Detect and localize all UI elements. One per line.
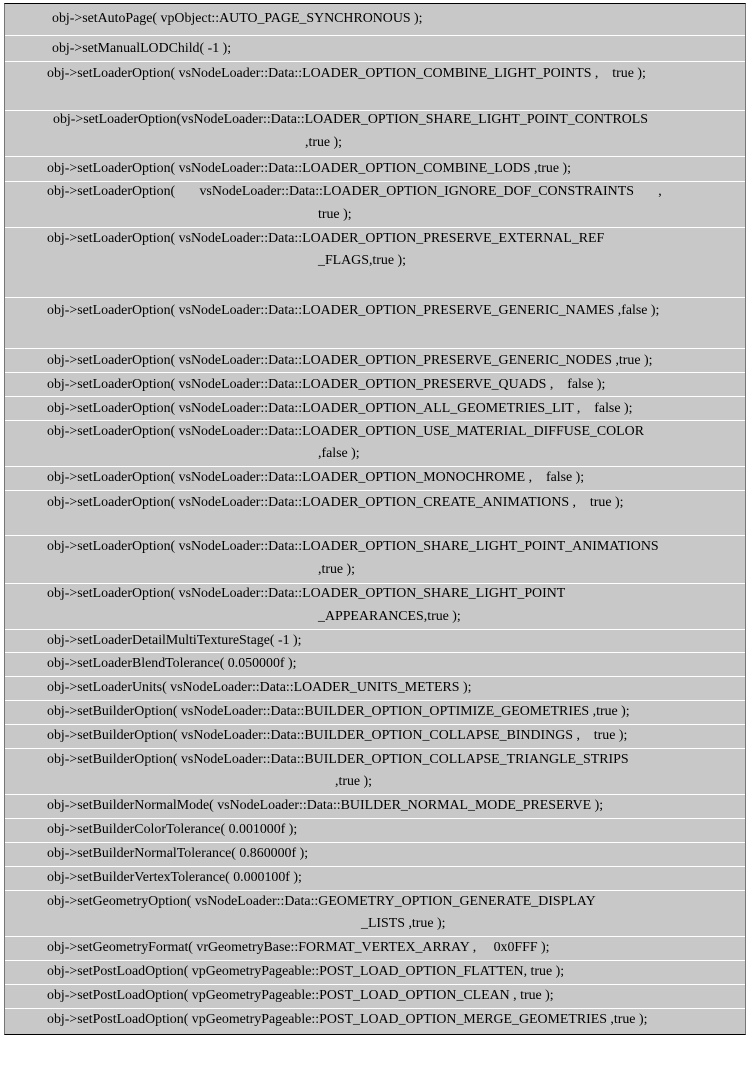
code-line: obj->setLoaderOption(vsNodeLoader::Data::LOADER_OPTION_SHARE_LIGHT_POINT_CONTROLS [53, 112, 649, 127]
code-line: obj->setLoaderOption( vsNodeLoader::Data::LOADER_OPTION_PRESERVE_QUADS , false ); [47, 377, 606, 392]
code-row [5, 421, 745, 467]
code-line: obj->setLoaderOption( vsNodeLoader::Data::LOADER_OPTION_SHARE_LIGHT_POINT [47, 586, 566, 601]
code-line: obj->setGeometryFormat( vrGeometryBase::FORMAT_VERTEX_ARRAY , 0x0FFF ); [47, 940, 550, 955]
code-row [5, 1009, 745, 1034]
code-line: obj->setLoaderOption( vsNodeLoader::Data::LOADER_OPTION_ALL_GEOMETRIES_LIT , false ); [47, 401, 633, 416]
code-row [5, 937, 745, 961]
code-line: obj->setLoaderDetailMultiTextureStage( -1 ); [47, 633, 302, 648]
code-line: obj->setBuilderVertexTolerance( 0.000100f ); [47, 870, 302, 885]
code-line: obj->setLoaderOption( vsNodeLoader::Data::LOADER_OPTION_PRESERVE_GENERIC_NODES ,true ); [47, 353, 653, 368]
code-row [5, 491, 745, 536]
code-row [5, 961, 745, 985]
code-row [5, 985, 745, 1009]
code-row [5, 62, 745, 111]
code-row [5, 157, 745, 182]
code-row [5, 228, 745, 298]
code-line: obj->setPostLoadOption( vpGeometryPageable::POST_LOAD_OPTION_FLATTEN, true ); [47, 964, 565, 979]
code-line: obj->setPostLoadOption( vpGeometryPageable::POST_LOAD_OPTION_MERGE_GEOMETRIES ,true ); [47, 1012, 648, 1027]
code-line: obj->setGeometryOption( vsNodeLoader::Data::GEOMETRY_OPTION_GENERATE_DISPLAY [47, 894, 596, 909]
code-row [5, 349, 745, 373]
code-row [5, 536, 745, 584]
code-row [5, 630, 745, 653]
code-row [5, 725, 745, 749]
code-line: obj->setLoaderOption( vsNodeLoader::Data::LOADER_OPTION_COMBINE_LIGHT_POINTS , true ); [47, 66, 646, 81]
code-line: obj->setLoaderOption( vsNodeLoader::Data::LOADER_OPTION_PRESERVE_GENERIC_NAMES ,false ); [47, 303, 660, 318]
code-row [5, 795, 745, 819]
code-line-continuation: ,true ); [335, 774, 373, 789]
code-row [5, 111, 745, 157]
code-line-continuation: _FLAGS,true ); [318, 253, 406, 268]
code-line: obj->setLoaderOption( vsNodeLoader::Data::LOADER_OPTION_PRESERVE_EXTERNAL_REF [47, 231, 605, 246]
code-line: obj->setBuilderColorTolerance( 0.001000f ); [47, 822, 298, 837]
code-line: obj->setBuilderOption( vsNodeLoader::Data::BUILDER_OPTION_COLLAPSE_TRIANGLE_STRIPS [47, 752, 629, 767]
code-row [5, 819, 745, 843]
code-row [5, 701, 745, 725]
code-line-continuation: ,true ); [305, 135, 343, 150]
code-row [5, 891, 745, 937]
code-line: obj->setLoaderOption( vsNodeLoader::Data::LOADER_OPTION_USE_MATERIAL_DIFFUSE_COLOR [47, 424, 644, 439]
code-line: obj->setBuilderNormalTolerance( 0.860000f ); [47, 846, 309, 861]
code-line: obj->setLoaderOption( vsNodeLoader::Data::LOADER_OPTION_IGNORE_DOF_CONSTRAINTS , [47, 184, 662, 199]
code-row [5, 298, 745, 349]
code-listing-table [4, 3, 746, 1035]
code-row [5, 653, 745, 677]
code-line: obj->setBuilderOption( vsNodeLoader::Data::BUILDER_OPTION_OPTIMIZE_GEOMETRIES ,true ); [47, 704, 630, 719]
code-line: obj->setLoaderOption( vsNodeLoader::Data::LOADER_OPTION_SHARE_LIGHT_POINT_ANIMATIONS [47, 539, 659, 554]
code-line: obj->setAutoPage( vpObject::AUTO_PAGE_SYNCHRONOUS ); [52, 11, 423, 26]
code-line: obj->setLoaderOption( vsNodeLoader::Data::LOADER_OPTION_CREATE_ANIMATIONS , true ); [47, 495, 624, 510]
code-line: obj->setLoaderOption( vsNodeLoader::Data::LOADER_OPTION_MONOCHROME , false ); [47, 470, 585, 485]
code-row [5, 182, 745, 228]
code-row [5, 749, 745, 795]
code-row [5, 36, 745, 62]
code-row [5, 843, 745, 867]
code-row [5, 373, 745, 397]
code-line: obj->setLoaderOption( vsNodeLoader::Data::LOADER_OPTION_COMBINE_LODS ,true ); [47, 161, 572, 176]
code-line: obj->setManualLODChild( -1 ); [52, 41, 232, 56]
code-line-continuation: _LISTS ,true ); [361, 916, 446, 931]
code-line-continuation: ,true ); [318, 562, 356, 577]
code-line-continuation: ,false ); [318, 446, 360, 461]
code-line: obj->setBuilderNormalMode( vsNodeLoader::Data::BUILDER_NORMAL_MODE_PRESERVE ); [47, 798, 604, 813]
code-row [5, 397, 745, 421]
code-line: obj->setBuilderOption( vsNodeLoader::Data::BUILDER_OPTION_COLLAPSE_BINDINGS , true ); [47, 728, 628, 743]
code-row [5, 4, 745, 36]
code-row [5, 677, 745, 701]
code-row [5, 584, 745, 630]
code-line-continuation: true ); [318, 207, 352, 222]
code-row [5, 867, 745, 891]
code-line: obj->setLoaderBlendTolerance( 0.050000f ); [47, 656, 297, 671]
code-line-continuation: _APPEARANCES,true ); [318, 609, 461, 624]
code-line: obj->setLoaderUnits( vsNodeLoader::Data::LOADER_UNITS_METERS ); [47, 680, 472, 695]
code-row [5, 467, 745, 491]
code-line: obj->setPostLoadOption( vpGeometryPageable::POST_LOAD_OPTION_CLEAN , true ); [47, 988, 554, 1003]
